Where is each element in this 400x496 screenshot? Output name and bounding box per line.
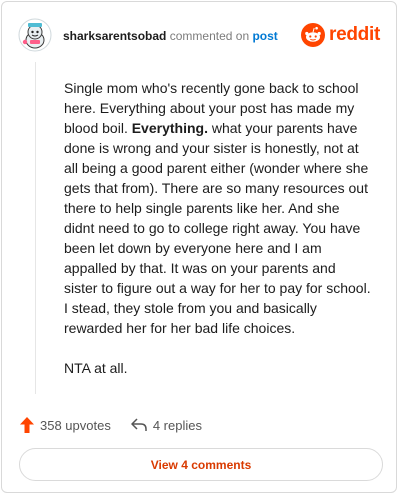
comment-meta bbox=[63, 29, 278, 43]
upvote-arrow-icon bbox=[20, 417, 34, 433]
emphasis-text: Everything. bbox=[131, 120, 208, 136]
reply-count: 4 replies bbox=[152, 417, 202, 433]
comment-paragraph: Single mom who's recently gone back to school here. Everything about your post has made my blood boil. Everything. what your parents have done is wrong and your sister is honestly, not at all being a good parent either (wonder where she gets that from). There are so many resources out there to help single parents like her. And she didnt need to go to college right away. You have been let down by everyone here and I am appalled by that. It was on your parents and sister to figure out a way for her to pay for school. I stead, they stole from you and basically rewarded her for her bad life choices. bbox=[64, 80, 371, 336]
reddit-snoo-icon bbox=[301, 23, 325, 47]
comment-header bbox=[18, 18, 380, 54]
reply-arrow-icon bbox=[131, 418, 147, 432]
avatar[interactable] bbox=[18, 18, 52, 52]
post-link[interactable]: post bbox=[252, 29, 278, 43]
view-comments-button[interactable]: View 4 comments bbox=[19, 448, 383, 481]
upvote-button[interactable] bbox=[20, 417, 111, 433]
reddit-logo[interactable] bbox=[301, 22, 380, 48]
thread-line bbox=[35, 62, 36, 394]
reply-button[interactable] bbox=[131, 418, 202, 433]
comment-paragraph: NTA at all. bbox=[64, 360, 128, 376]
comment-actions bbox=[20, 414, 202, 436]
comment-card bbox=[1, 1, 397, 493]
upvote-count: 358 upvotes bbox=[40, 417, 111, 433]
commented-on-label: commented on bbox=[169, 29, 250, 43]
username-link[interactable]: sharksarentsobad bbox=[63, 29, 167, 43]
comment-body bbox=[64, 78, 372, 398]
reddit-wordmark: reddit bbox=[329, 24, 380, 45]
